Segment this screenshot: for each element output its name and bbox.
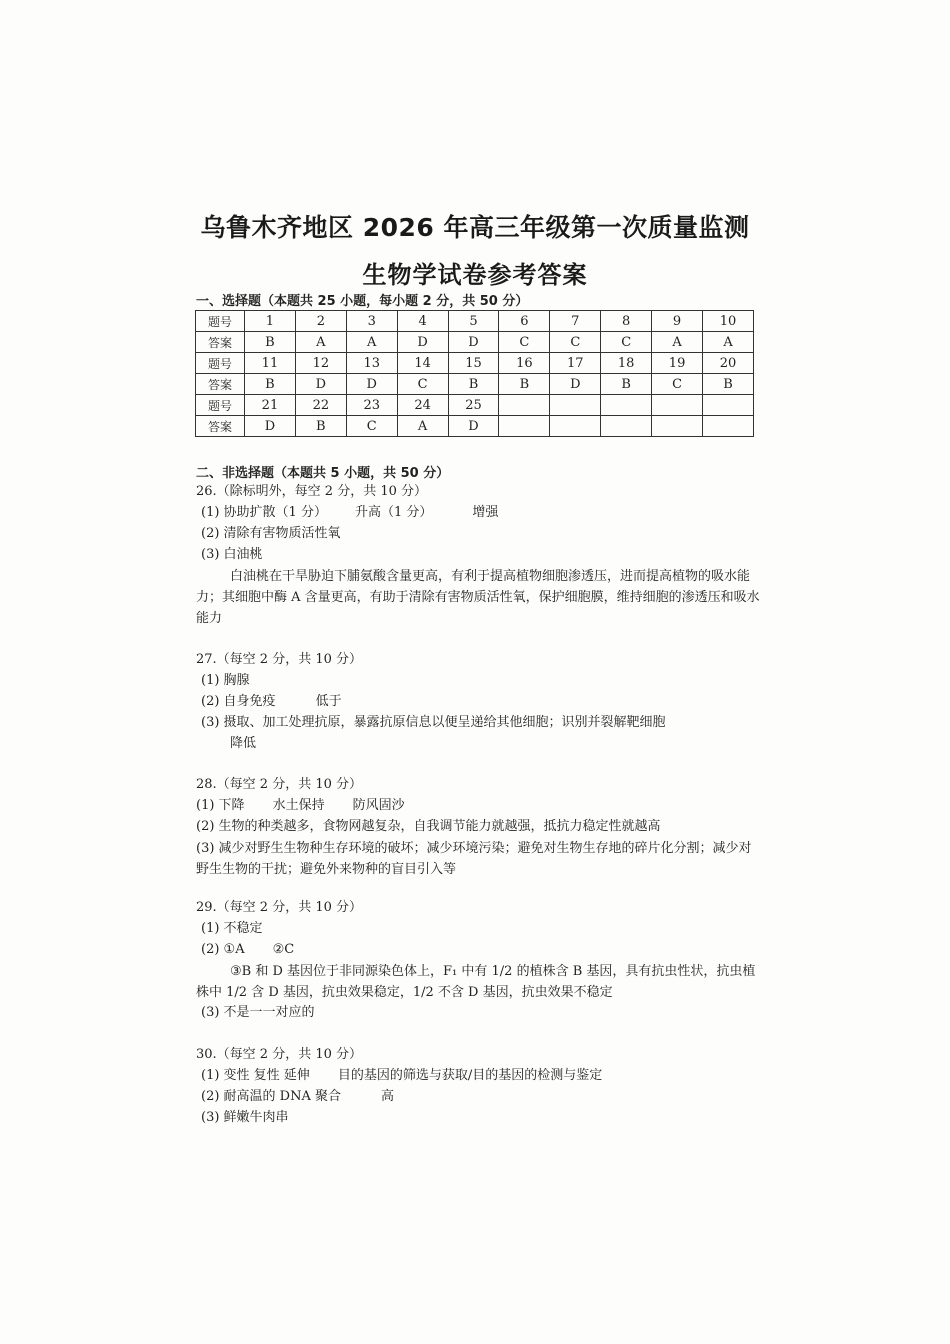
answer-cell (601, 416, 652, 437)
answer-row (196, 332, 754, 353)
q29-answer-2-part1: (2) ①A (201, 942, 245, 957)
q30-answer-1 (201, 1066, 766, 1086)
question-number-cell: 23 (346, 395, 397, 416)
q28-answer-1 (196, 796, 761, 816)
q27-answer-2-part1: (2) 自身免疫 (201, 694, 276, 709)
answer-cell: C (601, 332, 652, 353)
answer-row (196, 374, 754, 395)
answer-cell: D (448, 332, 499, 353)
answer-row-label: 答案 (196, 416, 245, 437)
q26-header: 26.（除标明外，每空 2 分，共 10 分） (196, 484, 428, 499)
answer-row-label: 答案 (196, 332, 245, 353)
question-number-cell: 7 (550, 311, 601, 332)
q26-answer-2: (2) 清除有害物质活性氧 (201, 526, 341, 541)
question-number-row-label: 题号 (196, 395, 245, 416)
q27-answer-3: (3) 摄取、加工处理抗原，暴露抗原信息以便呈递给其他细胞；识别并裂解靶细胞 (201, 715, 666, 730)
q26-answer-1-part1: (1) 协助扩散（1 分） (201, 505, 327, 520)
q30-answer-2-part1: (2) 耐高温的 DNA 聚合 (201, 1089, 341, 1104)
answer-cell: B (245, 332, 296, 353)
answer-cell: A (346, 332, 397, 353)
question-number-cell: 5 (448, 311, 499, 332)
answer-cell: D (550, 374, 601, 395)
answer-cell: C (397, 374, 448, 395)
q29-header: 29.（每空 2 分，共 10 分） (196, 900, 363, 915)
question-number-cell: 12 (295, 353, 346, 374)
answer-cell: D (346, 374, 397, 395)
q27-answer-3-extra: 降低 (230, 736, 257, 751)
q30-answer-2-part2: 高 (381, 1089, 395, 1104)
answer-cell: A (295, 332, 346, 353)
q29-answer-1: (1) 不稳定 (201, 921, 263, 936)
q28-answer-3: (3) 减少对野生生物种生存环境的破坏；减少环境污染；避免对生物生存地的碎片化分割；减少对野生生物的干扰；避免外来物种的盲目引入等 (196, 841, 752, 877)
question-number-cell: 22 (295, 395, 346, 416)
answer-cell: C (499, 332, 550, 353)
answer-cell: B (703, 374, 754, 395)
question-number-cell: 8 (601, 311, 652, 332)
answer-cell: B (601, 374, 652, 395)
question-number-cell (652, 395, 703, 416)
question-number-cell (550, 395, 601, 416)
question-number-cell: 10 (703, 311, 754, 332)
q28-answer-1-part3: 防风固沙 (352, 798, 405, 813)
q28-answer-1-part2: 水土保持 (272, 798, 325, 813)
q30-answer-1-part1: (1) 变性 复性 延伸 (201, 1068, 310, 1083)
answer-row (196, 416, 754, 437)
answer-cell: D (448, 416, 499, 437)
multiple-choice-answer-table (195, 310, 754, 437)
question-number-row (196, 395, 754, 416)
question-number-cell: 17 (550, 353, 601, 374)
answer-cell (703, 416, 754, 437)
answer-cell: B (499, 374, 550, 395)
q30-answer-2 (201, 1087, 766, 1107)
question-number-row-label: 题号 (196, 311, 245, 332)
q29-answer-2-explanation: ③B 和 D 基因位于非同源染色体上，F₁ 中有 1/2 的植株含 B 基因，具有抗虫性状，抗虫植株中 1/2 含 D 基因，抗虫效果稳定，1/2 不含 D 基因，抗虫效果不稳定 (196, 964, 756, 1000)
answer-cell: C (550, 332, 601, 353)
question-number-cell: 20 (703, 353, 754, 374)
q29-answer-2-part2: ②C (272, 942, 295, 957)
question-number-cell: 3 (346, 311, 397, 332)
question-number-cell: 24 (397, 395, 448, 416)
question-number-cell: 16 (499, 353, 550, 374)
answer-cell: A (703, 332, 754, 353)
question-number-cell: 6 (499, 311, 550, 332)
question-number-row (196, 311, 754, 332)
q26-answer-1 (201, 503, 766, 523)
q28-answer-2: (2) 生物的种类越多，食物网越复杂，自我调节能力就越强，抵抗力稳定性就越高 (196, 819, 661, 834)
q29-answer-2 (201, 940, 766, 960)
question-number-cell: 18 (601, 353, 652, 374)
q30-answer-3: (3) 鲜嫩牛肉串 (201, 1110, 289, 1125)
q26-answer-1-part3: 增强 (472, 505, 499, 520)
question-number-cell: 15 (448, 353, 499, 374)
question-number-cell (499, 395, 550, 416)
q27-answer-2-part2: 低于 (315, 694, 342, 709)
question-number-cell: 2 (295, 311, 346, 332)
answer-cell (652, 416, 703, 437)
question-number-cell: 25 (448, 395, 499, 416)
question-number-cell: 9 (652, 311, 703, 332)
answer-cell: A (397, 416, 448, 437)
q26-explanation: 白油桃在干旱胁迫下脯氨酸含量更高，有利于提高植物细胞渗透压，进而提高植物的吸水能力；其细胞中酶 A 含量更高，有助于清除有害物质活性氧，保护细胞膜，维持细胞的渗透压和吸水能力 (196, 569, 760, 626)
answer-cell (499, 416, 550, 437)
answer-cell: A (652, 332, 703, 353)
answer-cell: C (346, 416, 397, 437)
q27-header: 27.（每空 2 分，共 10 分） (196, 652, 363, 667)
answer-cell (550, 416, 601, 437)
question-number-cell: 19 (652, 353, 703, 374)
answer-cell: D (245, 416, 296, 437)
question-number-row (196, 353, 754, 374)
section1-heading: 一、选择题（本题共 25 小题，每小题 2 分，共 50 分） (196, 294, 529, 309)
question-number-cell (601, 395, 652, 416)
question-number-cell: 13 (346, 353, 397, 374)
question-number-cell: 1 (245, 311, 296, 332)
q26-answer-1-part2: 升高（1 分） (354, 505, 433, 520)
q27-answer-2 (201, 692, 766, 712)
q28-answer-1-part1: (1) 下降 (196, 798, 245, 813)
answer-cell: D (295, 374, 346, 395)
question-number-row-label: 题号 (196, 353, 245, 374)
answer-cell: D (397, 332, 448, 353)
q29-answer-3: (3) 不是一一对应的 (201, 1005, 315, 1020)
answer-cell: B (295, 416, 346, 437)
answer-cell: B (448, 374, 499, 395)
section2-heading: 二、非选择题（本题共 5 小题，共 50 分） (196, 466, 450, 481)
answer-row-label: 答案 (196, 374, 245, 395)
q30-answer-1-part2: 目的基因的筛选与获取/目的基因的检测与鉴定 (337, 1068, 603, 1083)
question-number-cell (703, 395, 754, 416)
q28-header: 28.（每空 2 分，共 10 分） (196, 777, 363, 792)
question-number-cell: 21 (245, 395, 296, 416)
question-number-cell: 11 (245, 353, 296, 374)
document-subtitle: 生物学试卷参考答案 (362, 261, 588, 289)
document-title: 乌鲁木齐地区 2026 年高三年级第一次质量监测 (200, 213, 750, 242)
answer-cell: C (652, 374, 703, 395)
q30-header: 30.（每空 2 分，共 10 分） (196, 1047, 363, 1062)
question-number-cell: 14 (397, 353, 448, 374)
question-number-cell: 4 (397, 311, 448, 332)
q26-answer-3: (3) 白油桃 (201, 547, 263, 562)
q27-answer-1: (1) 胸腺 (201, 673, 250, 688)
answer-cell: B (245, 374, 296, 395)
